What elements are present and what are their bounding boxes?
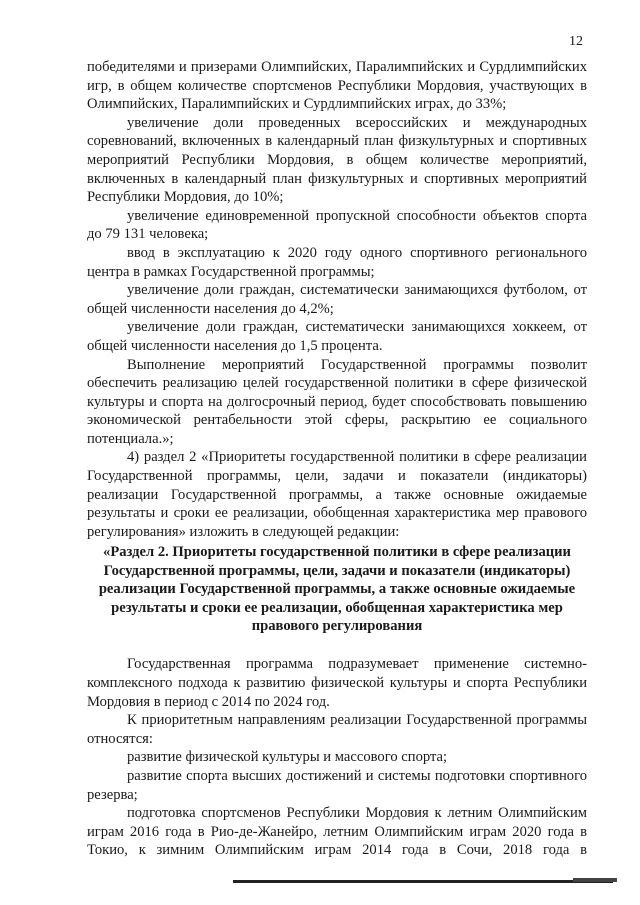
paragraph: ввод в эксплуатацию к 2020 году одного спортивного регионального центра в рамках Государственной программы; <box>87 244 587 280</box>
paragraph: увеличение единовременной пропускной способности объектов спорта до 79 131 человека; <box>87 207 587 243</box>
paragraph: увеличение доли граждан, систематически занимающихся хоккеем, от общей численности населения до 1,5 процента. <box>87 319 587 354</box>
paragraph: подготовка спортсменов Республики Мордовия к летним Олимпийским играм 2016 года в Рио-де-Жанейро, летним Олимпийским играм 2020 года в Токио, к зимним Олимпийским играм 2014 года в Сочи, 2018 года в <box>87 805 587 859</box>
spacer <box>87 635 587 655</box>
footer-divider <box>233 880 613 883</box>
page-number: 12 <box>569 34 583 49</box>
paragraph: победителями и призерами Олимпийских, Паралимпийских и Сурдлимпийских игр, в общем количестве спортсменов Республики Мордовия, участвующих в Олимпийских, Паралимпийских и Сурдлимпийских играх, до 33%; <box>87 59 587 113</box>
paragraph: 4) раздел 2 «Приоритеты государственной политики в сфере реализации Государственной программы, цели, задачи и показатели (индикаторы) реализации Государственной программы, а также основные ожидаемые результаты и сроки ее реализации, обобщенная характеристика мер правового регулирования» изложить в следующей редакции: <box>87 449 587 540</box>
paragraph: Выполнение мероприятий Государственной программы позволит обеспечить реализацию целей государственной политики в сфере физической культуры и спорта на долгосрочный период, будет способствовать повышению экономической рентабельности этой сферы, раскрытию ее социального потенциала.»; <box>87 356 587 447</box>
section-heading: «Раздел 2. Приоритеты государственной политики в сфере реализации Государственной программы, цели, задачи и показатели (индикаторы) реализации Государственной программы, а также основные ожидаемые результаты и сроки ее реализации, обобщенная характеристика мер правового регулирования <box>98 544 576 635</box>
paragraph: Государственная программа подразумевает применение системно-комплексного подхода к развитию физической культуры и спорта Республики Мордовия в период с 2014 по 2024 год. <box>87 656 587 710</box>
paragraph: увеличение доли граждан, систематически занимающихся футболом, от общей численности населения до 4,2%; <box>87 282 587 317</box>
paragraph: увеличение доли проведенных всероссийских и международных соревнований, включенных в календарный план физкультурных и спортивных мероприятий Республики Мордовия, в общем количестве мероприятий, включенных в календарный план физкультурных и спортивных мероприятий Республики Мордовия, до 10%; <box>87 114 587 206</box>
document-body <box>87 58 587 860</box>
paragraph: развитие спорта высших достижений и системы подготовки спортивного резерва; <box>87 768 587 803</box>
paragraph: К приоритетным направлениям реализации Государственной программы относятся: <box>87 712 587 747</box>
paragraph: развитие физической культуры и массового спорта; <box>127 749 448 766</box>
